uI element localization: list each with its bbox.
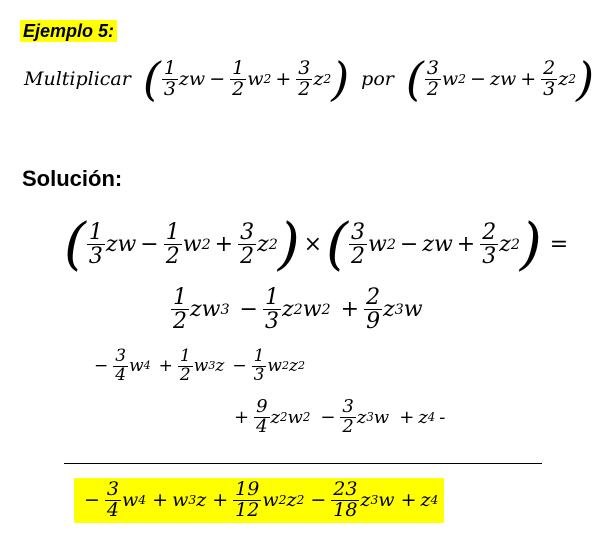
equals-sign: =: [549, 232, 569, 257]
partial-product-line-3: [230, 398, 449, 437]
fraction: [87, 221, 105, 268]
variable: w: [367, 232, 387, 257]
sign: +: [152, 489, 169, 512]
term: − $\frac{23}{18}$ z 3 w: [310, 478, 395, 521]
fraction-denominator: 2: [232, 77, 245, 100]
problem-statement: [24, 52, 594, 106]
fraction-numerator: 1: [173, 285, 187, 310]
fraction-denominator: 18: [333, 498, 358, 521]
sign: −: [84, 489, 100, 512]
close-paren: ): [277, 212, 300, 277]
fraction: [340, 398, 355, 437]
variable: z: [313, 68, 324, 90]
variable: z: [288, 356, 298, 377]
fraction-numerator: 3: [298, 56, 311, 79]
fraction-numerator: 19: [235, 478, 260, 500]
partial-product-line-1: [170, 286, 423, 333]
fraction-denominator: 2: [350, 244, 365, 269]
fraction-numerator: 2: [366, 285, 381, 310]
open-paren: (: [64, 212, 86, 277]
fraction-denominator: 12: [235, 498, 260, 521]
fraction-denominator: 2: [426, 77, 439, 100]
sign: +: [520, 68, 537, 90]
solution-heading: Solución:: [22, 166, 123, 191]
fraction-denominator: 3: [482, 244, 497, 269]
fraction-denominator: 3: [88, 244, 103, 269]
term: − $\frac{1}{3}$ z 2 w 2: [239, 285, 331, 335]
fraction: [171, 286, 189, 333]
sign: −: [470, 68, 486, 90]
term: + $\frac{9}{4}$ z 2 w 2: [234, 396, 311, 437]
term: + $\frac{2}{9}$ z 3 w: [340, 285, 423, 335]
fraction-numerator: 3: [426, 56, 439, 79]
fraction-denominator: 3: [264, 309, 279, 335]
fraction-numerator: 3: [350, 219, 365, 245]
open-paren: (: [326, 212, 348, 277]
term: + $\frac{19}{12}$ w 2 z 2: [212, 478, 305, 521]
open-paren: (: [142, 52, 161, 106]
fraction-numerator: 1: [165, 219, 180, 245]
term: + $\frac{1}{2}$ w 3 z: [158, 346, 225, 385]
variable: z: [190, 297, 202, 323]
fraction-denominator: 3: [543, 77, 556, 100]
problem-verb: Multiplicar: [24, 68, 131, 90]
fraction-denominator: 4: [106, 498, 120, 521]
sign: −: [232, 356, 247, 377]
fraction-numerator: 3: [115, 346, 127, 366]
term: [161, 56, 206, 100]
variable: w: [122, 489, 139, 512]
variable: w: [302, 297, 322, 323]
problem-connector: por: [361, 68, 394, 90]
fraction-denominator: 2: [179, 364, 191, 385]
sign: +: [400, 489, 417, 512]
sign: +: [234, 406, 250, 428]
sign: +: [275, 68, 292, 90]
fraction-numerator: 1: [88, 219, 103, 245]
fraction: [541, 56, 557, 100]
fraction: [480, 221, 498, 268]
fraction: [178, 348, 193, 385]
solution-polynomial-2: [348, 221, 520, 268]
times-sign: ×: [303, 232, 323, 257]
variable: zw: [178, 68, 206, 90]
fraction-denominator: 9: [366, 309, 381, 335]
variable: zw: [422, 232, 453, 257]
variable: w: [262, 489, 279, 512]
term: + z 4: [399, 406, 436, 428]
fraction: [331, 480, 359, 521]
variable: w: [267, 356, 282, 377]
variable: z: [196, 489, 207, 512]
variable: z: [257, 232, 269, 257]
term: − $\frac{3}{4}$ w 4: [94, 346, 151, 385]
term: [396, 232, 453, 257]
term: − $\frac{1}{3}$ w 2 z 2: [232, 346, 305, 385]
term: $\frac{1}{2}$ z w 3: [173, 285, 230, 335]
sign: +: [456, 232, 476, 257]
term: − $\frac{1}{2}$ w 2: [140, 219, 211, 269]
variable: z: [286, 489, 297, 512]
sign: +: [340, 297, 360, 323]
fraction-numerator: 1: [163, 56, 176, 79]
fraction-numerator: 3: [342, 396, 354, 417]
close-paren: ): [331, 52, 350, 106]
variable: z: [215, 356, 225, 377]
partial-product-line-2: [90, 348, 305, 385]
fraction-numerator: 1: [232, 56, 245, 79]
variable: z: [420, 489, 431, 512]
term: − $\frac{3}{2}$ z 3 w: [320, 396, 390, 437]
fraction: [349, 221, 367, 268]
sign: −: [399, 232, 419, 257]
term: $\frac{3}{2}$ w 2: [426, 56, 467, 100]
term: [466, 68, 516, 90]
variable: w: [172, 489, 189, 512]
term: + $\frac{3}{2}$ z 2: [275, 56, 332, 100]
term: + w 3 z: [152, 489, 207, 512]
fraction-denominator: 3: [163, 77, 176, 100]
variable: z: [418, 406, 428, 428]
final-result: [74, 478, 444, 523]
sign: −: [94, 356, 109, 377]
polynomial-1: [161, 56, 332, 100]
open-paren: (: [405, 52, 424, 106]
fraction: [252, 348, 267, 385]
fraction-numerator: 1: [179, 346, 191, 366]
trailing-dash: -: [439, 406, 446, 428]
fraction: [162, 56, 178, 100]
polynomial-2: [424, 56, 577, 100]
variable: z: [270, 406, 281, 428]
close-paren: ): [576, 52, 595, 106]
fraction: [254, 398, 269, 437]
sign: +: [399, 406, 415, 428]
fraction: [164, 221, 182, 268]
variable: w: [287, 406, 303, 428]
fraction-denominator: 2: [165, 244, 180, 269]
variable: z: [383, 297, 395, 323]
fraction-denominator: 3: [253, 364, 265, 385]
sign: −: [140, 232, 159, 257]
fraction-denominator: 2: [240, 244, 255, 269]
variable: w: [403, 297, 423, 323]
solution-polynomial-1: [86, 221, 278, 268]
variable: z: [281, 297, 294, 323]
fraction-numerator: 1: [264, 285, 279, 310]
fraction: [105, 480, 121, 521]
fraction: [296, 56, 312, 100]
fraction: [233, 480, 261, 521]
fraction-numerator: 2: [482, 219, 497, 245]
fraction-denominator: 2: [342, 415, 354, 437]
variable: w: [441, 68, 459, 90]
variable: w: [201, 297, 221, 323]
sign: +: [212, 489, 229, 512]
variable: z: [558, 68, 569, 90]
fraction-denominator: 2: [298, 77, 311, 100]
term: + $\frac{3}{2}$ z 2: [214, 219, 278, 269]
term: + z 4: [400, 489, 439, 512]
example-title: Ejemplo 5:: [20, 20, 117, 42]
term: − $\frac{3}{4}$ w 4: [84, 478, 147, 521]
term: + $\frac{2}{3}$ z 2: [520, 56, 577, 100]
variable: z: [499, 232, 511, 257]
fraction-numerator: 2: [543, 56, 556, 79]
sign: −: [320, 406, 336, 428]
fraction-numerator: 23: [333, 478, 358, 500]
sum-divider: [64, 463, 542, 464]
close-paren: ): [519, 212, 542, 277]
term: + $\frac{2}{3}$ z 2: [456, 219, 520, 269]
term: [86, 221, 136, 268]
sign: +: [158, 356, 173, 377]
sign: −: [310, 489, 327, 512]
fraction: [263, 286, 281, 333]
variable: w: [182, 232, 202, 257]
fraction-numerator: 9: [256, 396, 268, 417]
term: $\frac{3}{2}$ w 2: [350, 219, 396, 269]
term: − $\frac{1}{2}$ w 2: [209, 56, 272, 100]
fraction: [230, 56, 246, 100]
variable: w: [378, 489, 395, 512]
fraction-denominator: 4: [256, 415, 268, 437]
variable: w: [129, 356, 144, 377]
fraction-numerator: 1: [253, 346, 265, 366]
variable: w: [373, 406, 390, 428]
variable: zw: [489, 68, 517, 90]
variable: z: [360, 489, 371, 512]
fraction: [364, 286, 382, 333]
variable: zw: [105, 232, 137, 257]
variable: z: [356, 406, 367, 428]
sign: +: [214, 232, 234, 257]
sign: −: [239, 297, 258, 323]
fraction-denominator: 4: [115, 364, 127, 385]
fraction-denominator: 2: [173, 309, 187, 335]
fraction: [238, 221, 256, 268]
fraction: [113, 348, 128, 385]
fraction-numerator: 3: [240, 219, 255, 245]
fraction-numerator: 3: [106, 478, 120, 500]
variable: w: [193, 356, 209, 377]
sign: −: [209, 68, 226, 90]
variable: w: [247, 68, 264, 90]
fraction: [425, 56, 441, 100]
solution-product: [64, 212, 572, 277]
